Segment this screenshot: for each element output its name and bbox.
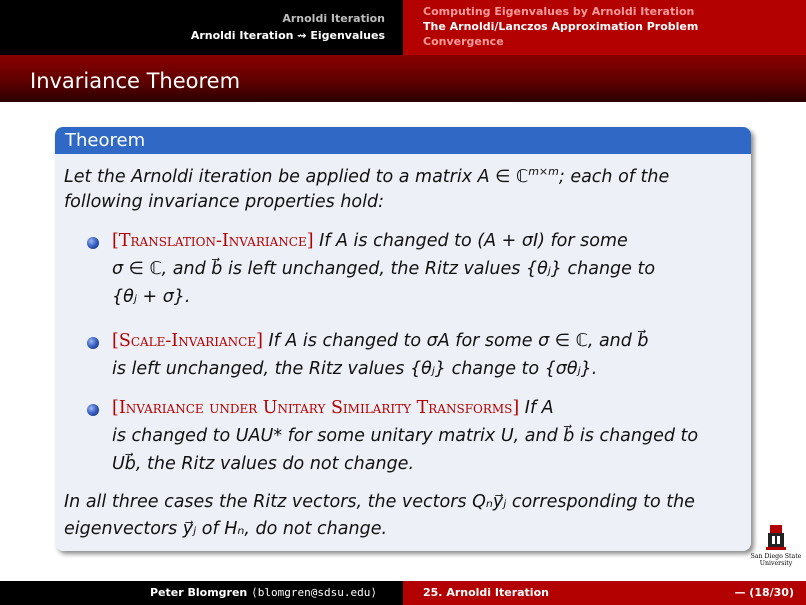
theorem-intro-line1: Let the Arnoldi iteration be applied to a matrix A ∈ ℂ$^{m\times m}$; each of the (64, 165, 670, 187)
bullet-icon (87, 404, 99, 416)
nav-section-arnoldi-iteration[interactable]: Arnoldi Iteration (282, 12, 385, 25)
frame-title: Invariance Theorem (30, 69, 241, 93)
svg-text:University: University (759, 560, 793, 567)
item-unitary-line2: is changed to UAU* for some unitary matrix U, and b⃗ is changed to (112, 426, 699, 446)
item-unitary-line3: Ub⃗, the Ritz values do not change. (112, 454, 415, 474)
nav-subsection-arnoldi-lanczos[interactable]: The Arnoldi/Lanczos Approximation Problem (423, 20, 699, 33)
sdsu-logo (748, 523, 804, 569)
item-scale-line1: [Scale-Invariance] If A is changed to σA for some σ ∈ ℂ, and b⃗ (112, 331, 649, 351)
footer-talk-title: 25. Arnoldi Iteration (423, 586, 549, 599)
nav-subsection-convergence[interactable]: Convergence (423, 35, 504, 48)
item-translation-line2: σ ∈ ℂ, and b⃗ is left unchanged, the Ritz values {θⱼ} change to (112, 259, 656, 279)
footer-right (403, 581, 806, 605)
theorem-block (55, 127, 751, 551)
theorem-block-header (55, 127, 751, 154)
bullet-icon (87, 237, 99, 249)
section-navigation (0, 0, 403, 55)
item-translation-line3: {θⱼ + σ}. (112, 287, 191, 307)
item-translation-line1: [Translation-Invariance] If A is changed to (A + σI) for some (112, 231, 628, 251)
sdsu-logo-icon (748, 523, 804, 569)
item-unitary-line1: [Invariance under Unitary Similarity Transforms] If A (112, 398, 554, 418)
theorem-closing-line1: In all three cases the Ritz vectors, the vectors Qₙy⃗ⱼ corresponding to the (64, 492, 695, 512)
nav-section-arnoldi-eigenvalues[interactable]: Arnoldi Iteration ⇝ Eigenvalues (190, 29, 385, 42)
bullet-icon (87, 337, 99, 349)
footer-email: ⟨blomgren@sdsu.edu⟩ (251, 586, 377, 599)
item-unitary-label: [Invariance under Unitary Similarity Transforms] (112, 398, 520, 418)
item-scale-label: [Scale-Invariance] (112, 331, 263, 351)
item-scale-line2: is left unchanged, the Ritz values {θⱼ} change to {σθⱼ}. (112, 359, 598, 379)
footer-bar (0, 581, 806, 605)
frame-title-bar (0, 55, 806, 102)
top-navigation-bar (0, 0, 806, 55)
item-translation-label: [Translation-Invariance] (112, 231, 314, 251)
subsection-navigation (403, 0, 806, 55)
theorem-block-title: Theorem (65, 130, 146, 151)
theorem-intro-line2: following invariance properties hold: (64, 192, 385, 212)
theorem-closing-line2: eigenvectors y⃗ⱼ of Hₙ, do not change. (64, 519, 388, 539)
footer-author: Peter Blomgren ⟨blomgren@sdsu.edu⟩ (150, 586, 377, 599)
nav-subsection-computing-eigenvalues[interactable]: Computing Eigenvalues by Arnoldi Iteration (423, 5, 695, 18)
svg-text:San Diego State: San Diego State (750, 553, 802, 560)
footer-left (0, 581, 403, 605)
footer-page-number: — (18/30) (734, 586, 794, 599)
